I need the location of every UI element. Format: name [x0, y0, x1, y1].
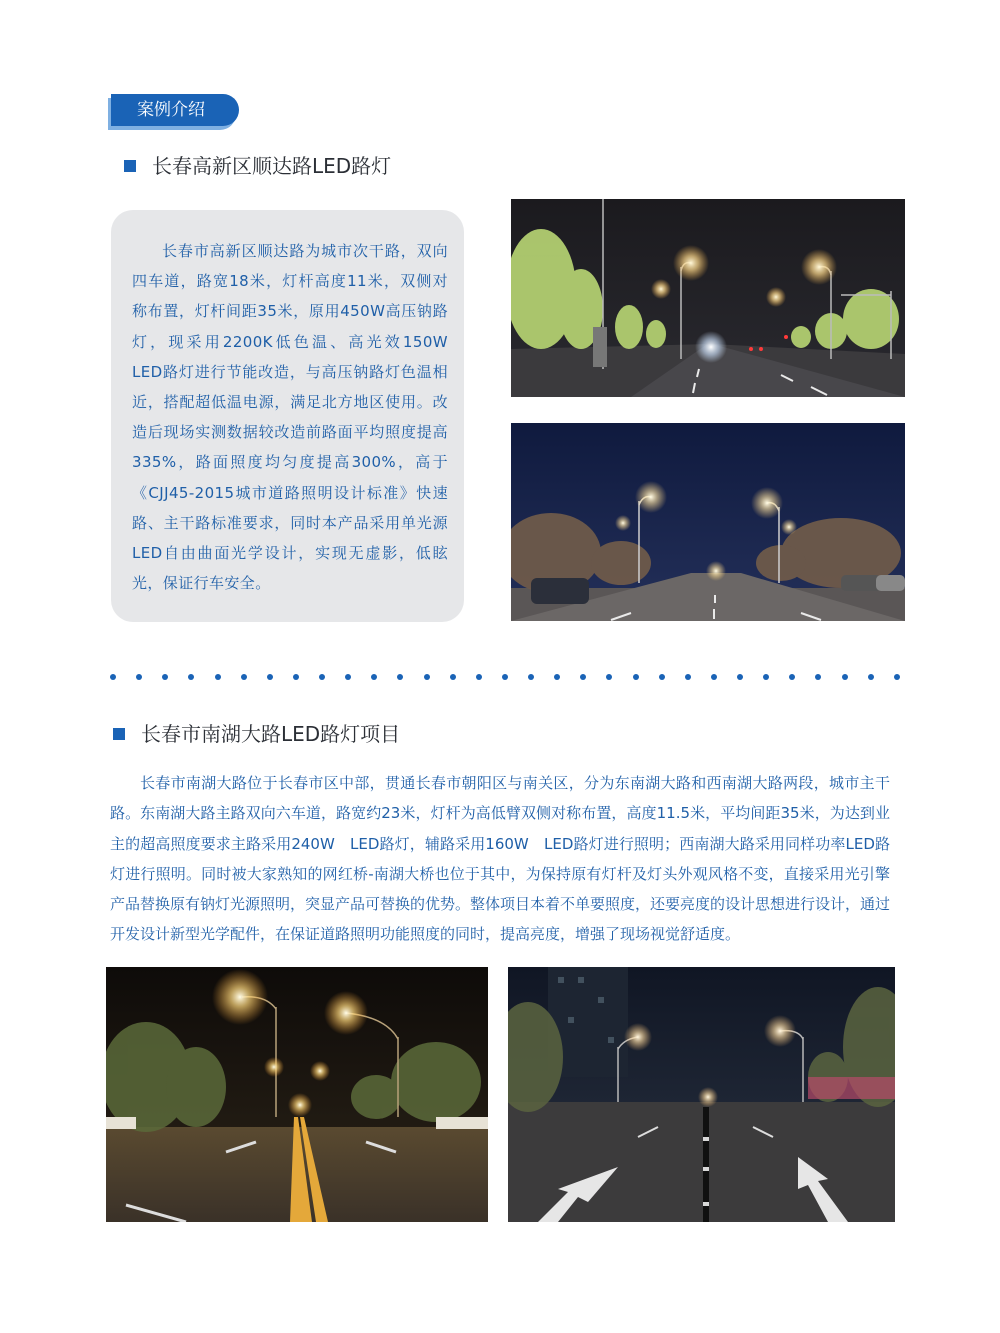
case1-title: 长春高新区顺达路LED路灯: [152, 154, 392, 178]
case1-heading: [124, 154, 391, 178]
case2-description: 长春市南湖大路位于长春市区中部，贯通长春市朝阳区与南关区，分为东南湖大路和西南湖大路两段，城市主干路。东南湖大路主路双向六车道，路宽约23米，灯杆为高低臂双侧对称布置，高度11.5米，平均间距35米，为达到业主的超高照度要求主路采用240W LED路灯，辅路采用160W LED路灯进行照明；西南湖大路采用同样功率LED路灯进行照明。同时被大家熟知的网红桥-南湖大桥也位于其中，为保持原有灯杆及灯头外观风格不变，直接采用光引擎产品替换原有钠灯光源照明，突显产品可替换的优势。整体项目本着不单要照度，还要亮度的设计思想进行设计，通过开发设计新型光学配件，在保证道路照明功能照度的同时，提高亮度，增强了现场视觉舒适度。: [110, 774, 891, 944]
night-road-photo-3: [106, 967, 488, 1222]
dotted-divider: [110, 674, 900, 684]
case2-title: 长春市南湖大路LED路灯项目: [141, 722, 401, 746]
square-bullet-icon: [124, 160, 136, 172]
square-bullet-icon: [113, 728, 125, 740]
night-road-photo-4: [508, 967, 895, 1222]
night-road-photo-2: [511, 423, 905, 621]
case1-description-card: [111, 210, 464, 622]
night-road-photo-1: [511, 199, 905, 397]
case2-heading: [113, 722, 400, 746]
case1-description: 长春市高新区顺达路为城市次干路，双向四车道，路宽18米，灯杆高度11米，双侧对称布置，灯杆间距35米，原用450W高压钠路灯，现采用2200K低色温、高光效150W LED路灯进行节能改造，与高压钠路灯色温相近，搭配超低温电源，满足北方地区使用。改造后现场实测数据较改造前路面平均照度提高335%，路面照度均匀度提高300%，高于《CJJ45-2015城市道路照明设计标准》快速路、主干路标准要求，同时本产品采用单光源LED自由曲面光学设计，实现无虚影，低眩光，保证行车安全。: [132, 242, 464, 593]
section-tag: 案例介绍: [111, 94, 239, 126]
